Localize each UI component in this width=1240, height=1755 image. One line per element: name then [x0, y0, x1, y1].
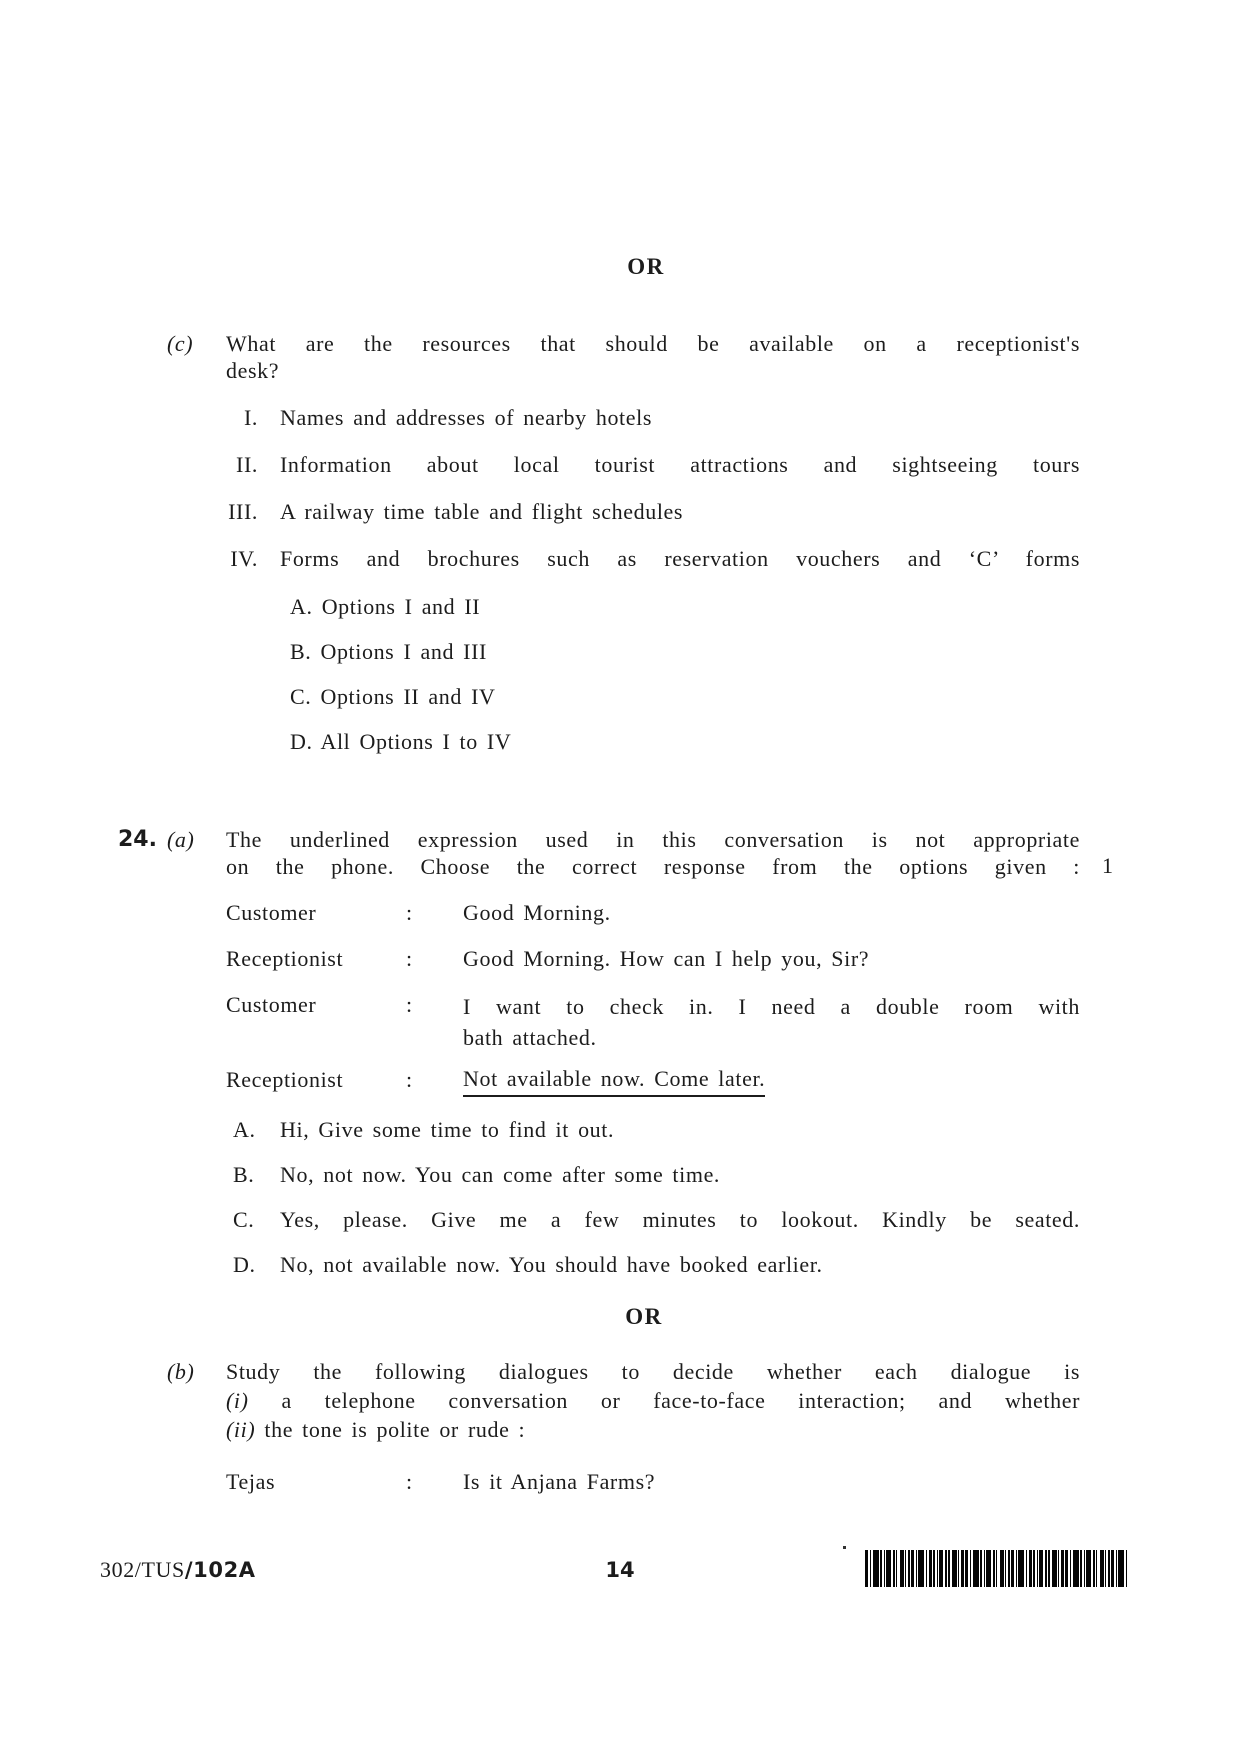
speaker-name: Customer — [226, 900, 317, 925]
part-a-options — [233, 1116, 1080, 1296]
dialogue-colon: : — [406, 992, 413, 1017]
option-text: No, not available now. You should have booked earlier. — [280, 1252, 823, 1277]
dialogue-a — [226, 899, 1080, 1115]
paper-code-regular: 302/TUS — [100, 1557, 185, 1582]
roman-item — [226, 545, 1080, 573]
option-line: A. Options I and II — [290, 594, 481, 619]
page-number: 14 — [605, 1558, 635, 1582]
dialogue-colon: : — [406, 946, 413, 971]
dialogue-row — [226, 899, 1080, 927]
part-a-question-text — [226, 826, 1080, 880]
question-c-options — [290, 593, 1080, 773]
sub-point-i-label: (i) — [226, 1388, 249, 1413]
or-separator-top: OR — [627, 254, 665, 279]
question-number: 24. — [118, 827, 157, 852]
roman-text: A railway time table and flight schedules — [280, 499, 684, 524]
option-text: No, not now. You can come after some time. — [280, 1162, 721, 1187]
roman-item — [226, 498, 1080, 526]
part-a-question-line-1: The underlined expression used in this conversation is not appropriate — [226, 827, 1080, 852]
option-letter: D. — [233, 1252, 256, 1277]
question-c-line-2: desk? — [226, 358, 280, 383]
option-row — [233, 1251, 1080, 1279]
dialogue-text: Good Morning. How can I help you, Sir? — [463, 946, 870, 971]
dialogue-colon: : — [406, 900, 413, 925]
dialogue-text: Is it Anjana Farms? — [463, 1469, 656, 1494]
part-a-label: (a) — [167, 827, 195, 852]
dialogue-text: bath attached. — [463, 1025, 597, 1050]
roman-item-list — [226, 404, 1080, 592]
question-c-label: (c) — [167, 331, 194, 356]
dialogue-text: Good Morning. — [463, 900, 611, 925]
question-c-line-1: What are the resources that should be available on a receptionist's — [226, 331, 1080, 356]
option-line: C. Options II and IV — [290, 684, 496, 709]
part-b-intro — [226, 1357, 1080, 1444]
option-row — [233, 1206, 1080, 1234]
roman-item — [226, 404, 1080, 432]
part-a-question-line-2: on the phone. Choose the correct response from the options given : — [226, 854, 1080, 879]
roman-text: Forms and brochures such as reservation vouchers and ‘C’ forms — [280, 546, 1080, 571]
dialogue-b — [226, 1468, 1080, 1514]
option-letter: B. — [233, 1162, 255, 1187]
underlined-dialogue-text: Not available now. Come later. — [463, 1066, 765, 1097]
option-line: B. Options I and III — [290, 639, 487, 664]
speaker-name: Tejas — [226, 1469, 276, 1494]
barcode-dot — [843, 1546, 846, 1549]
part-b-intro-line-3: (ii) the tone is polite or rude : — [226, 1417, 526, 1442]
dialogue-row — [226, 1066, 1080, 1097]
marks-value: 1 — [1102, 853, 1114, 878]
part-b-intro-line-1: Study the following dialogues to decide whether each dialogue is — [226, 1359, 1080, 1384]
dialogue-row — [226, 991, 1080, 1053]
roman-text: Names and addresses of nearby hotels — [280, 405, 652, 430]
dialogue-row — [226, 945, 1080, 973]
dialogue-row — [226, 1468, 1080, 1496]
option-letter: C. — [233, 1207, 255, 1232]
option-row — [233, 1161, 1080, 1189]
roman-item — [226, 451, 1080, 479]
dialogue-colon: : — [406, 1067, 413, 1092]
roman-numeral: III. — [228, 499, 258, 524]
part-b-label: (b) — [167, 1359, 195, 1384]
barcode-image — [865, 1550, 1127, 1587]
roman-numeral: IV. — [230, 546, 258, 571]
question-c-text — [226, 330, 1080, 384]
option-letter: A. — [233, 1117, 256, 1142]
option-row — [233, 1116, 1080, 1144]
speaker-name: Receptionist — [226, 946, 344, 971]
dialogue-text: I want to check in. I need a double room with — [463, 994, 1080, 1019]
roman-numeral: I. — [243, 405, 258, 430]
option-text: Hi, Give some time to find it out. — [280, 1117, 615, 1142]
roman-numeral: II. — [236, 452, 258, 477]
or-separator-middle: OR — [625, 1304, 663, 1329]
option-text: Yes, please. Give me a few minutes to lookout. Kindly be seated. — [280, 1207, 1080, 1232]
paper-code-bold: /102A — [184, 1558, 256, 1582]
roman-text: Information about local tourist attractions and sightseeing tours — [280, 452, 1080, 477]
speaker-name: Customer — [226, 992, 317, 1017]
dialogue-colon: : — [406, 1469, 413, 1494]
part-b-intro-line-2: (i) a telephone conversation or face-to-face interaction; and whether — [226, 1388, 1080, 1413]
option-line: D. All Options I to IV — [290, 729, 512, 754]
sub-point-ii-label: (ii) — [226, 1417, 256, 1442]
speaker-name: Receptionist — [226, 1067, 344, 1092]
